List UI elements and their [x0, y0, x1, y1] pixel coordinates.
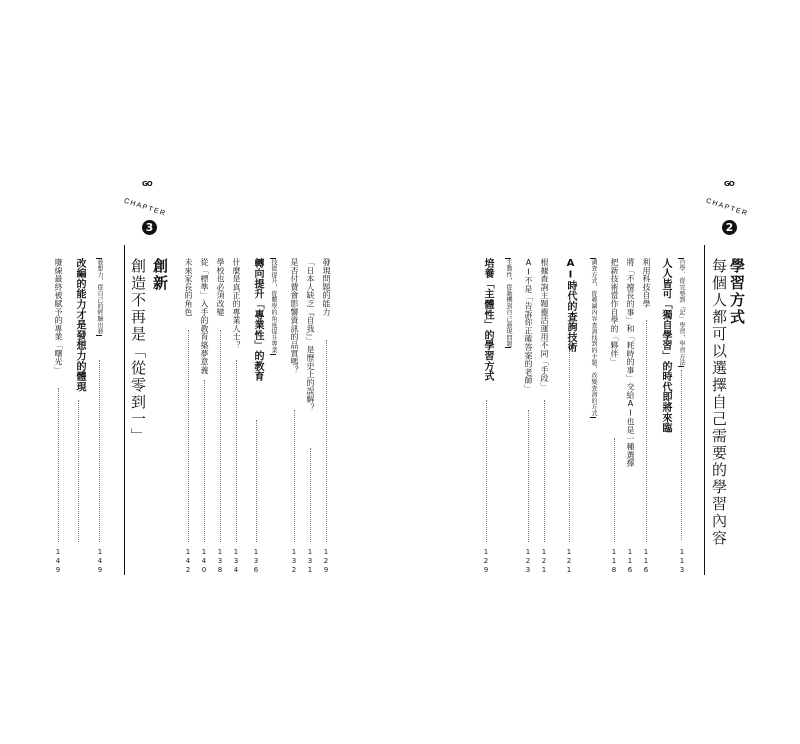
- toc-entry: 發現問題的能力: [322, 258, 331, 317]
- toc-page-number: 121: [565, 548, 573, 575]
- toc-entry: 將「不擅長的事」和「耗時的事」交給AI也是一種選擇: [626, 258, 635, 468]
- toc-page-number: 121: [540, 548, 548, 575]
- chapter-subtitle: 創造不再是「從零到一」: [129, 258, 147, 445]
- toc-page-number: 113: [678, 548, 686, 575]
- toc-heading: AI時代的查詢技術: [565, 258, 576, 353]
- toc-leader: [486, 400, 487, 542]
- toc-page-number: 142: [184, 548, 192, 575]
- toc-leader: [236, 360, 237, 542]
- toc-heading: 改編的能力才是發想力的體現: [74, 258, 85, 392]
- toc-page-number: 131: [306, 548, 314, 575]
- toc-entry: 把新技術當作自學的「夥伴」: [610, 258, 619, 366]
- chapter-number-badge: 3: [142, 220, 157, 235]
- toc-page-number: 116: [626, 548, 634, 575]
- toc-entry-label: 自學、從完整到「記」學習，學習方法: [678, 259, 685, 367]
- toc-page-number: 140: [200, 548, 208, 575]
- toc-leader: [256, 420, 257, 542]
- toc-page-number: 116: [642, 548, 650, 575]
- toc-entry: AI不是「告訴你正確答案的老師」: [524, 258, 533, 393]
- toc-entry: 什麼是真正的專業人士？: [232, 258, 241, 350]
- chapter-number-badge: 2: [722, 220, 737, 235]
- toc-entry: 學校也必須改變: [216, 258, 225, 317]
- toc-leader: [646, 320, 647, 542]
- toc-leader: [294, 410, 295, 542]
- toc-heading: 人人皆可「獨自學習」的時代即將來臨: [660, 258, 671, 434]
- toc-entry: 「日本人缺乏『自我』」是歷史上的誤解？: [306, 258, 315, 412]
- toc-page-number: 132: [290, 548, 298, 575]
- toc-leader: [310, 448, 311, 542]
- chapter-word: CHAPTER: [123, 197, 167, 218]
- chapter-title: 創新: [151, 258, 169, 292]
- chapter-word: CHAPTER: [705, 197, 749, 218]
- chapter-word-arc: [118, 190, 178, 220]
- toc-page-number: 149: [96, 548, 104, 575]
- toc-page-number: 123: [524, 548, 532, 575]
- toc-leader: [188, 330, 189, 542]
- toc-entry: 是否付費會影響資訊的品質嗎？: [290, 258, 299, 375]
- chapter-divider-line: [124, 245, 125, 575]
- logo-icon: GO: [724, 180, 734, 188]
- toc-entry: 利用科技自學: [642, 258, 651, 308]
- toc-entry: 廢線最終被賦予的專業「曙光」: [54, 258, 63, 375]
- toc-leader: [681, 370, 682, 540]
- toc-leader: [569, 350, 570, 542]
- toc-entry: 根據查詢主題靈活運用不同「手段」: [540, 258, 549, 391]
- toc-entry-label: 發想力，從自己的經驗出發: [96, 259, 103, 335]
- toc-leader: [58, 388, 59, 542]
- logo-icon: GO: [142, 180, 152, 188]
- toc-entry: 未來家長的角色: [184, 258, 193, 317]
- toc-leader: [614, 438, 615, 542]
- chapter-subtitle: 每個人都可以選擇自己需要的學習內容: [710, 258, 728, 547]
- chapter-divider-line: [704, 245, 705, 575]
- toc-entry-label: 調查方式，從範圍內容查詢找到的主題，改變查詢的方式: [590, 259, 597, 417]
- toc-leader: [544, 400, 545, 542]
- chapter-title: 學習方式: [728, 258, 746, 326]
- toc-page-number: 118: [610, 548, 618, 575]
- toc-page-number: 129: [482, 548, 490, 575]
- toc-leader: [204, 380, 205, 542]
- toc-page-number: 138: [216, 548, 224, 575]
- toc-entry: 從「標準」入手的教育築夢意義: [200, 258, 209, 375]
- toc-leader: [528, 410, 529, 542]
- toc-leader: [99, 360, 100, 542]
- toc-entry-label: 技能提升，從數學的角度提升專業: [270, 259, 277, 354]
- toc-page-number: 129: [322, 548, 330, 575]
- toc-page-number: 149: [54, 548, 62, 575]
- toc-leader: [326, 340, 327, 542]
- toc-leader: [78, 400, 79, 542]
- toc-entry-label: 主動性，從動機到自己發現問題: [505, 259, 512, 348]
- toc-leader: [220, 330, 221, 542]
- toc-heading: 轉向提升「專業性」的教育: [252, 258, 263, 382]
- toc-page-number: 136: [252, 548, 260, 575]
- toc-page-number: 134: [232, 548, 240, 575]
- toc-heading: 培養「主體性」的學習方式: [482, 258, 493, 382]
- chapter-word-arc: [700, 190, 760, 220]
